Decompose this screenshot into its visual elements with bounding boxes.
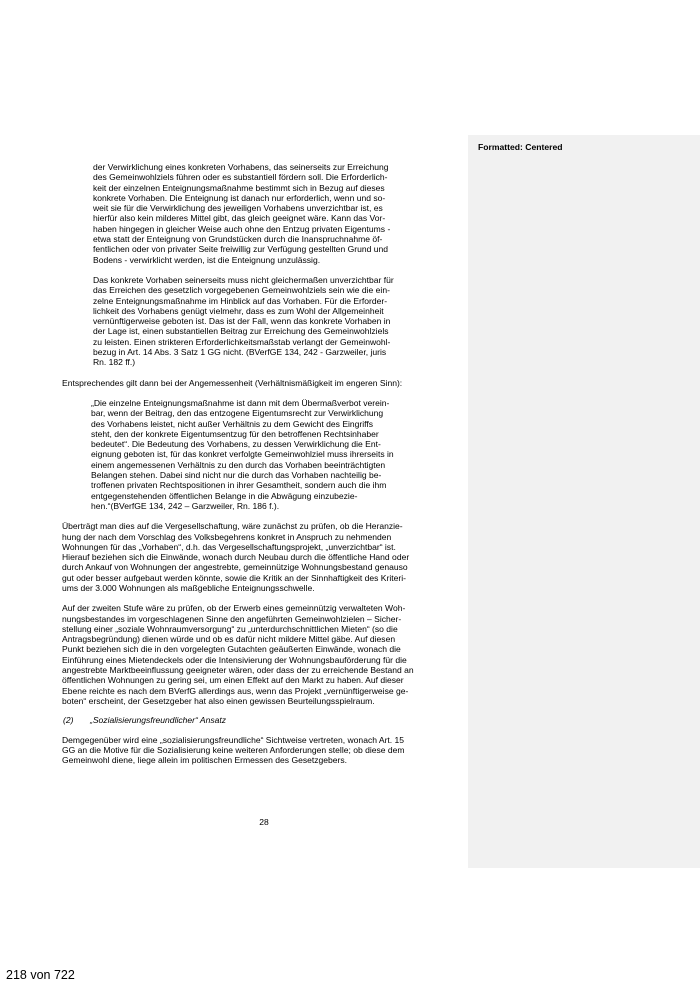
text-line: angestrebte Marktbeeinflussung geeigneter wären, oder dass der zu erreichende Bestand an	[62, 665, 414, 676]
paragraph-1	[62, 162, 460, 265]
text-line: Überträgt man dies auf die Vergesellschaftung, wäre zunächst zu prüfen, ob die Heranzie-	[62, 521, 403, 532]
text-line: Rn. 182 ff.)	[93, 357, 136, 368]
paragraph-6	[62, 603, 460, 706]
text-line: Demgegenüber wird eine „sozialisierungsfreundliche“ Sichtweise vertreten, wonach Art. 15	[62, 734, 405, 745]
text-line: der Lage ist, einen substantiellen Beitrag zur Erreichung des Gemeinwohlziels	[93, 326, 389, 337]
text-line: bezug in Art. 14 Abs. 3 Satz 1 GG nicht. (BVerfGE 134, 242 - Garzweiler, juris	[93, 347, 387, 358]
text-line: Punkt beziehen sich die in den vorgelegten Gutachten geäußerten Einwände, wonach die	[62, 644, 401, 655]
text-line: hung der nach dem Vorschlag des Volksbegehrens konkret in Anspruch zu nehmenden	[62, 531, 392, 542]
page-number: 28	[259, 817, 269, 827]
paragraph-3	[62, 378, 460, 388]
text-line: keit der einzelnen Enteignungsmaßnahme bestimmt sich in Bezug auf dieses	[93, 182, 385, 193]
text-line: stellung einer „soziale Wohnraumversorgung“ zu „unterdurchschnittlichen Mieten“ (so die	[62, 623, 398, 634]
text-line: nungsbestandes im vorgeschlagenen Sinne den angeführten Gemeinwohlzielen – Sicher-	[62, 613, 402, 624]
text-line: der Verwirklichung eines konkreten Vorhabens, das seinerseits zur Erreichung	[93, 162, 389, 172]
text-line: steht, den der konkrete Eigentumsentzug für den betroffenen Rechtsinhaber	[91, 428, 379, 439]
text-line: Gemeinwohl diene, liege allein im politischen Ermessen des Gesetzgebers.	[62, 755, 348, 766]
text-line: des Vorhabens leistet, nicht außer Verhältnis zu dem Gewicht des Eingriffs	[91, 418, 374, 429]
quote-paragraph	[62, 398, 460, 511]
text-line: bar, wenn der Beitrag, den das entzogene Eigentumsrecht zur Verwirklichung	[91, 408, 384, 419]
text-line: Bodens - verwirklicht werden, ist die Enteignung unzulässig.	[93, 254, 321, 265]
text-line: zelne Enteignungsmaßnahme im Hinblick auf das Vorhaben. Für die Erforder-	[93, 295, 388, 306]
text-line: Antragsbegründung) dienen würde und ob es dafür nicht mildere Mittel gäbe. Auf diesen	[62, 634, 396, 645]
section-heading	[62, 715, 460, 725]
text-line: lichkeit des Vorhabens genügt vielmehr, dass es zum Wohl der Allgemeinheit	[93, 305, 384, 316]
paragraph-5	[62, 521, 460, 593]
text-line: hen.“(BVerfGE 134, 242 – Garzweiler, Rn. 186 f.).	[91, 500, 280, 511]
text-line: einem angemessenen Verhältnis zu den durch das Vorhaben beeinträchtigten	[91, 459, 386, 470]
text-line: fentlichen oder von privater Seite freiwillig zur Verfügung gestellten Grund und	[93, 244, 389, 255]
text-line: das Erreichen des gesetzlich vorgegebenen Gemeinwohlziels sein wie die ein-	[93, 285, 390, 296]
text-line: Entsprechendes gilt dann bei der Angemessenheit (Verhältnismäßigkeit im engeren Sinn):	[62, 377, 403, 388]
text-line: des Gemeinwohlziels führen oder es substantiell fördern soll. Die Erforderlich-	[93, 172, 388, 183]
text-line: Belangen stehen. Dabei sind nicht nur die durch das Vorhaben nachteilig be-	[91, 470, 382, 481]
text-line: eignung geboten ist, für das konkret verfolgte Gemeinwohlziel muss ihrerseits in	[91, 449, 394, 460]
text-line: Das konkrete Vorhaben seinerseits muss nicht gleichermaßen unverzichtbar für	[93, 274, 394, 285]
text-line: ums der 3.000 Wohnungen als maßgebliche Enteignungsschwelle.	[62, 582, 315, 593]
comment-label: Formatted: Centered	[478, 142, 563, 152]
text-line: Ebene reichte es nach dem BVerfG allerdings aus, wenn das Projekt „vernünftigerweise ge-	[62, 685, 409, 696]
text-line: Hierauf beziehen sich die Einwände, wonach durch Neubau durch die öffentliche Hand oder	[62, 552, 410, 563]
section-number: (2)	[63, 715, 74, 726]
text-line: bedeutet“. Die Bedeutung des Vorhabens, zu dessen Verwirklichung die Ent-	[91, 439, 381, 450]
text-line: gut oder besser aufgebaut werden könnte, sowie die Kritik an der Sinnhaftigkeit des Kriteri-	[62, 572, 406, 583]
text-line: Wohnungen für das „Vorhaben“, d.h. das Vergesellschaftungsprojekt, „unverzichtbar“ ist.	[62, 541, 396, 552]
text-line: troffenen privaten Rechtspositionen in ihrer Gesamtheit, sondern auch die ihm	[91, 480, 387, 491]
text-line: etwa statt der Enteignung von Grundstücken durch die Inanspruchnahme öf-	[93, 234, 383, 245]
document-body	[62, 162, 460, 765]
section-title: „Sozialisierungsfreundlicher“ Ansatz	[90, 715, 227, 726]
text-line: „Die einzelne Enteignungsmaßnahme ist dann mit dem Übermaßverbot verein-	[91, 397, 390, 408]
paragraph-8	[62, 735, 460, 766]
text-line: zu leisten. Einen strikteren Erforderlichkeitsmaßstab verlangt der Gemeinwohl-	[93, 336, 391, 347]
text-line: boten“ erscheint, der Gesetzgeber hat also einen gewissen Beurteilungsspielraum.	[62, 695, 375, 706]
comment-sidebar	[468, 135, 700, 868]
text-line: haben hingegen in gleicher Weise auch ohne den Entzug privaten Eigentums -	[93, 223, 391, 234]
text-line: GG an die Motive für die Sozialisierung keine weiteren Anforderungen stelle; ob diese dem	[62, 744, 405, 755]
text-line: entgegenstehenden öffentlichen Belange in die Abwägung einzubezie-	[91, 490, 358, 501]
text-line: durch Ankauf von Wohnungen der angestrebte, gemeinnützige Wohnungsbestand genauso	[62, 562, 408, 573]
text-line: konkrete Vorhaben. Die Enteignung ist danach nur erforderlich, wenn und so-	[93, 192, 386, 203]
text-line: vernünftigerweise geboten ist. Das ist der Fall, wenn das konkrete Vorhaben in	[93, 316, 391, 327]
text-line: öffentlichen Wohnungen zu gering sei, um einen Effekt auf den Markt zu haben. Auf dieser	[62, 675, 404, 686]
page-counter: 218 von 722	[6, 968, 75, 982]
text-line: weit sie für die Verwirklichung des jeweiligen Vorhabens unverzichtbar ist, es	[93, 203, 383, 214]
paragraph-2	[62, 275, 460, 368]
text-line: hierfür also kein milderes Mittel gibt, das gleich geeignet wäre. Kann das Vor-	[93, 213, 386, 224]
text-line: Einführung eines Mietendeckels oder die Intensivierung der Wohnungsbauförderung für die	[62, 654, 407, 665]
text-line: Auf der zweiten Stufe wäre zu prüfen, ob der Erwerb eines gemeinnützig verwalteten Woh-	[62, 603, 406, 614]
